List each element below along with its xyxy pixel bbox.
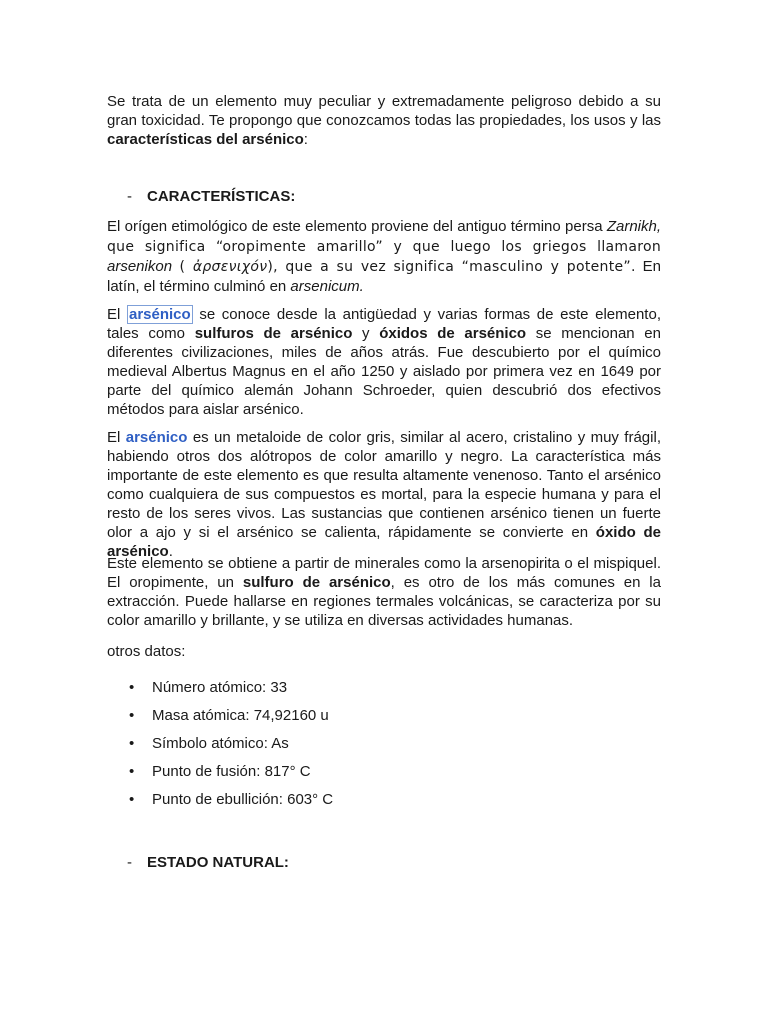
italic-term: Zarnikh, xyxy=(606,218,661,235)
list-item-text: Punto de ebullición: 603° C xyxy=(152,791,334,808)
para-text: ), que a su vez significa “masculino y potente”. xyxy=(267,259,636,275)
list-item xyxy=(127,762,333,790)
bullet-icon: • xyxy=(129,707,135,724)
italic-term: arsenicum. xyxy=(290,278,364,295)
italic-term: arsenikon xyxy=(107,258,173,275)
atomic-data-list xyxy=(127,678,333,818)
para-text: es un metaloide de color gris, similar al acero, cristalino y muy frágil, habiendo otros dos alótropos de color amarillo y negro. La característica más importante de este elemento es que resulta altamente venenoso. Tanto el arsénico como cualquiera de sus compuestos es mortal, para la especie humana y para el resto de los seres vivos. Las sustancias que contienen arsénico tienen un fuerte olor a ajo y si el arsénico se calienta, rápidamente se convierte en xyxy=(107,429,661,541)
greek-term: ἀρσενιχόν xyxy=(192,259,268,275)
intro-text-end: : xyxy=(303,131,308,148)
section-estado-natural xyxy=(127,853,289,872)
etymology-paragraph xyxy=(107,217,661,296)
properties-paragraph xyxy=(107,428,661,561)
para-text: El orígen etimológico de este elemento proviene del antiguo término persa xyxy=(107,218,607,235)
section-heading: CARACTERÍSTICAS: xyxy=(147,188,296,205)
list-item xyxy=(127,678,333,706)
list-item-text: Masa atómica: 74,92160 u xyxy=(152,707,329,724)
bullet-icon: • xyxy=(129,763,135,780)
bullet-icon: • xyxy=(129,791,135,808)
extraction-paragraph xyxy=(107,554,661,630)
para-text: En latín, el término culminó en xyxy=(107,258,662,295)
dash-marker: - xyxy=(127,854,132,871)
list-item xyxy=(127,734,333,762)
otros-datos-label: otros datos: xyxy=(107,643,186,660)
para-text: que significa “oropimente amarillo” y que luego los griegos llamaron xyxy=(107,239,661,255)
dash-marker: - xyxy=(127,188,132,205)
bold-term: sulfuro de arsénico xyxy=(242,574,391,591)
para-text: . xyxy=(168,543,173,560)
arsenico-link[interactable]: arsénico xyxy=(125,429,188,446)
bold-term: óxido de arsénico xyxy=(107,524,661,560)
section-characteristics xyxy=(127,187,295,206)
intro-paragraph xyxy=(107,92,661,149)
para-text: ( xyxy=(172,259,193,275)
intro-bold-text: características del arsénico xyxy=(107,131,304,148)
list-item-text: Símbolo atómico: As xyxy=(152,735,289,752)
list-item xyxy=(127,706,333,734)
list-item xyxy=(127,790,333,818)
history-paragraph xyxy=(107,305,661,419)
bullet-icon: • xyxy=(129,679,135,696)
para-text: Este elemento se obtiene a partir de minerales como la arsenopirita o el mispiquel. El oropimente, un xyxy=(107,555,661,591)
para-text: se mencionan en diferentes civilizaciones, miles de años atrás. Fue descubierto por el químico medieval Albertus Magnus en el año 1250 y aislado por primera vez en 1649 por parte del químico alemán Johann Schroeder, quien descubrió dos efectivos métodos para aislar arsénico. xyxy=(107,325,661,418)
para-text: y xyxy=(352,325,380,342)
bold-term: óxidos de arsénico xyxy=(379,325,527,342)
intro-text: Se trata de un elemento muy peculiar y extremadamente peligroso debido a su gran toxicidad. Te propongo que conozcamos todas las propiedades, los usos y las xyxy=(107,93,661,129)
bullet-icon: • xyxy=(129,735,135,752)
arsenico-link[interactable]: arsénico xyxy=(128,306,191,323)
section-heading: ESTADO NATURAL: xyxy=(147,854,289,871)
para-text: El xyxy=(107,306,127,323)
list-item-text: Número atómico: 33 xyxy=(152,679,288,696)
para-text: El xyxy=(107,429,126,446)
para-text: , es otro de los más comunes en la extracción. Puede hallarse en regiones termales volcánicas, se caracteriza por su color amarillo y brillante, y se utiliza en diversas actividades humanas. xyxy=(107,574,661,629)
list-item-text: Punto de fusión: 817° C xyxy=(152,763,311,780)
bold-term: sulfuros de arsénico xyxy=(194,325,353,342)
para-text: se conoce desde la antigüedad y varias formas de este elemento, tales como xyxy=(107,306,661,342)
